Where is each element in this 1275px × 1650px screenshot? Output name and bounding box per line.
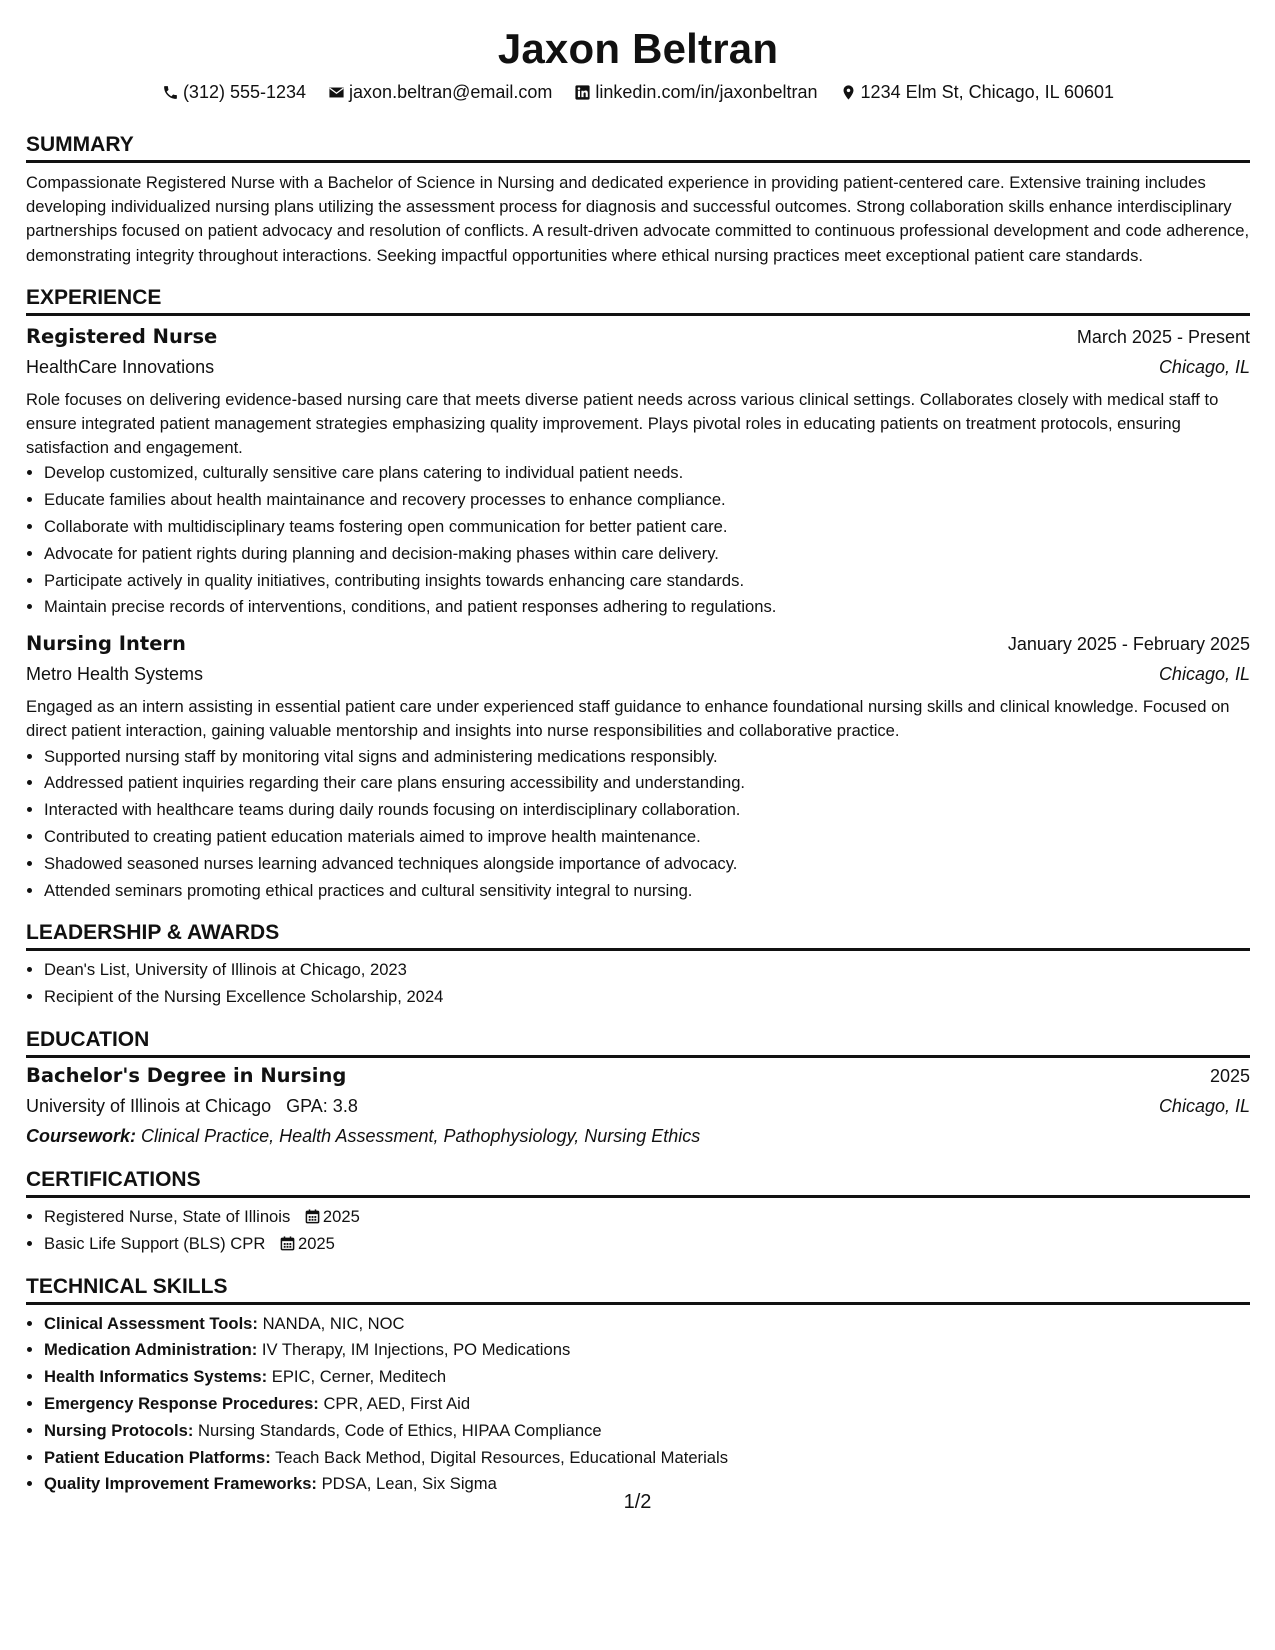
contact-phone[interactable] — [162, 79, 306, 105]
job-bullets — [26, 460, 1250, 621]
job-entry — [26, 322, 1250, 621]
list-item — [44, 1204, 1250, 1231]
school-line — [26, 1091, 358, 1121]
map-pin-icon — [840, 84, 857, 101]
list-item: • Addressed patient inquiries regarding their care plans ensuring accessibility and understanding. — [44, 770, 1250, 797]
skill-value: EPIC, Cerner, Meditech — [271, 1367, 447, 1387]
contact-linkedin[interactable] — [574, 79, 817, 105]
skill-label: Health Informatics Systems: — [44, 1367, 268, 1387]
summary-section — [26, 132, 1250, 268]
job-description: Engaged as an intern assisting in essential patient care under experienced staff guidance to enhance foundational nursing skills and clinical knowledge. Focused on direct patient interaction, gaining valuable mentorship and insights into nurse responsibilities and collaborative practice. — [26, 697, 1230, 741]
email-text: jaxon.beltran@email.com — [349, 82, 553, 102]
list-item: • Advocate for patient rights during planning and decision-making phases within care delivery. — [44, 541, 1250, 568]
contact-email[interactable] — [328, 79, 552, 105]
list-item: • Maintain precise records of interventions, conditions, and patient responses adhering to regulations. — [44, 594, 1250, 621]
summary-text: Compassionate Registered Nurse with a Bachelor of Science in Nursing and dedicated experience in providing patient-centered care. Extensive training includes developing individualized nursing plans utilizing the assessment process for diagnosis and successful outcomes. Strong collaboration skills enhance interdisciplinary partnerships focused on patient advocacy and resolution of conflicts. A result-driven advocate committed to continuous professional development and code adherence, demonstrating integrity throughout interactions. Seeking impactful opportunities where ethical nursing practices meet exceptional patient care standards. — [26, 173, 1250, 265]
list-item — [44, 1445, 1250, 1472]
job-title: Registered Nurse — [26, 324, 218, 348]
job-title: Nursing Intern — [26, 632, 186, 656]
list-item: • Supported nursing staff by monitoring vital signs and administering medications responsibly. — [44, 744, 1250, 771]
skill-label: Quality Improvement Frameworks: — [44, 1474, 317, 1494]
gpa: GPA: 3.8 — [286, 1095, 358, 1116]
job-organization: Metro Health Systems — [26, 664, 204, 685]
list-item: • Interacted with healthcare teams during daily rounds focusing on interdisciplinary collaboration. — [44, 797, 1250, 824]
coursework-list: Clinical Practice, Health Assessment, Pathophysiology, Nursing Ethics — [141, 1125, 701, 1146]
job-bullets — [26, 744, 1250, 905]
skill-value: Nursing Standards, Code of Ethics, HIPAA Compliance — [197, 1420, 602, 1440]
list-item: • Recipient of the Nursing Excellence Scholarship, 2024 — [44, 984, 1250, 1011]
degree-title: Bachelor's Degree in Nursing — [26, 1063, 347, 1087]
skills-list — [26, 1311, 1250, 1499]
certification-year: 2025 — [297, 1233, 335, 1253]
contact-bar — [26, 79, 1250, 105]
section-title-awards: LEADERSHIP & AWARDS — [26, 920, 1250, 951]
job-location: Chicago, IL — [1158, 356, 1250, 377]
phone-icon — [162, 84, 179, 101]
section-title-education: EDUCATION — [26, 1027, 1250, 1058]
skill-value: PDSA, Lean, Six Sigma — [321, 1474, 497, 1494]
skill-label: Clinical Assessment Tools: — [44, 1313, 258, 1333]
calendar-icon — [305, 1209, 320, 1224]
list-item: • Collaborate with multidisciplinary teams fostering open communication for better patient care. — [44, 514, 1250, 541]
linkedin-icon — [574, 84, 591, 101]
address-text: 1234 Elm St, Chicago, IL 60601 — [860, 82, 1115, 102]
coursework — [26, 1121, 1250, 1151]
list-item: • Contributed to creating patient education materials aimed to improve health maintenance. — [44, 824, 1250, 851]
skill-label: Nursing Protocols: — [44, 1420, 194, 1440]
list-item — [44, 1337, 1250, 1364]
job-location: Chicago, IL — [1158, 664, 1250, 685]
awards-list — [26, 957, 1250, 1011]
contact-address — [840, 79, 1115, 105]
skill-value: IV Therapy, IM Injections, PO Medications — [261, 1340, 571, 1360]
skill-label: Medication Administration: — [44, 1340, 258, 1360]
candidate-name: Jaxon Beltran — [497, 25, 779, 72]
skills-section — [26, 1274, 1250, 1499]
list-item — [44, 1391, 1250, 1418]
page-number: 1/2 — [623, 1491, 652, 1513]
job-dates: January 2025 - February 2025 — [1007, 634, 1250, 655]
list-item: • Educate families about health maintainance and recovery processes to enhance compliance. — [44, 487, 1250, 514]
skill-label: Emergency Response Procedures: — [44, 1393, 319, 1413]
list-item: • Participate actively in quality initiatives, contributing insights towards enhancing care standards. — [44, 568, 1250, 595]
job-organization: HealthCare Innovations — [26, 356, 215, 377]
list-item: • Attended seminars promoting ethical practices and cultural sensitivity integral to nursing. — [44, 878, 1250, 905]
job-dates: March 2025 - Present — [1076, 326, 1250, 347]
school-name: University of Illinois at Chicago — [26, 1095, 272, 1116]
skill-value: CPR, AED, First Aid — [323, 1393, 471, 1413]
certifications-section — [26, 1167, 1250, 1258]
section-title-certifications: CERTIFICATIONS — [26, 1167, 1250, 1198]
job-entry — [26, 629, 1250, 904]
section-title-summary: SUMMARY — [26, 132, 1250, 163]
awards-section — [26, 920, 1250, 1011]
section-title-skills: TECHNICAL SKILLS — [26, 1274, 1250, 1305]
certification-name: Registered Nurse, State of Illinois — [44, 1206, 291, 1226]
list-item: • Develop customized, culturally sensitive care plans catering to individual patient needs. — [44, 460, 1250, 487]
list-item: • Shadowed seasoned nurses learning advanced techniques alongside importance of advocacy. — [44, 851, 1250, 878]
skill-label: Patient Education Platforms: — [44, 1447, 271, 1467]
list-item — [44, 1418, 1250, 1445]
certification-name: Basic Life Support (BLS) CPR — [44, 1233, 266, 1253]
coursework-label: Coursework: — [26, 1125, 137, 1146]
calendar-icon — [280, 1236, 295, 1251]
skill-value: Teach Back Method, Digital Resources, Educational Materials — [275, 1447, 728, 1467]
phone-text: (312) 555-1234 — [182, 82, 307, 102]
job-description: Role focuses on delivering evidence-based nursing care that meets diverse patient needs across various clinical settings. Collaborates closely with medical staff to ensure integrated patient management strategies emphasizing quality improvement. Plays pivotal roles in educating patients on treatment protocols, ensuring satisfaction and engagement. — [26, 389, 1219, 458]
degree-year: 2025 — [1209, 1065, 1250, 1086]
linkedin-text: linkedin.com/in/jaxonbeltran — [595, 82, 818, 102]
list-item: • Dean's List, University of Illinois at Chicago, 2023 — [44, 957, 1250, 984]
list-item — [44, 1231, 1250, 1258]
education-section — [26, 1027, 1250, 1151]
resume-page — [26, 0, 1250, 1498]
list-item — [44, 1364, 1250, 1391]
list-item — [44, 1311, 1250, 1338]
school-location: Chicago, IL — [1158, 1095, 1250, 1116]
experience-section — [26, 285, 1250, 905]
envelope-icon — [328, 84, 345, 101]
section-title-experience: EXPERIENCE — [26, 285, 1250, 316]
certification-year: 2025 — [322, 1206, 360, 1226]
certifications-list — [26, 1204, 1250, 1258]
skill-value: NANDA, NIC, NOC — [262, 1313, 405, 1333]
